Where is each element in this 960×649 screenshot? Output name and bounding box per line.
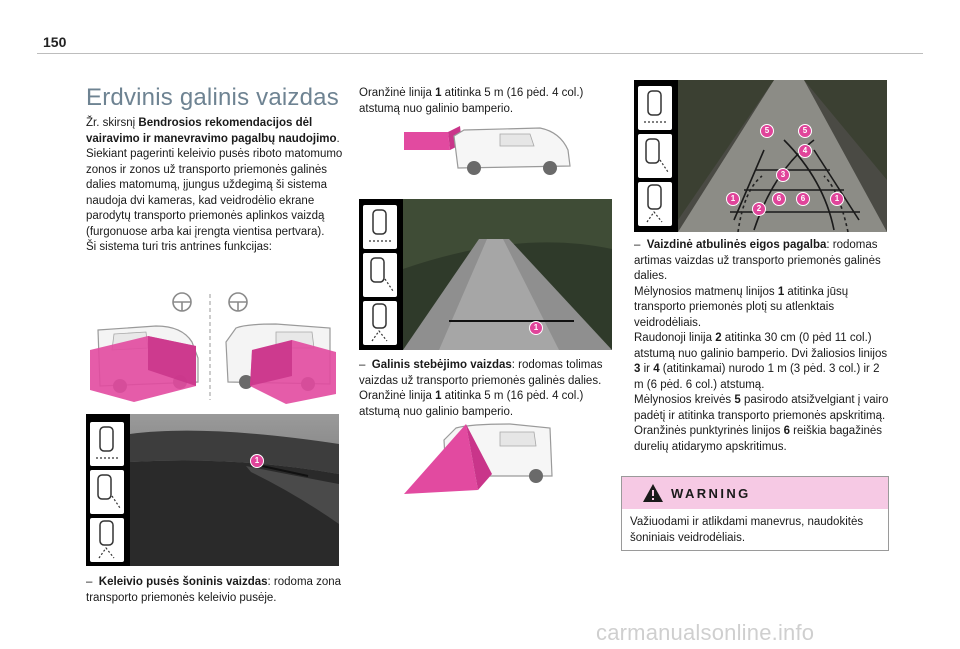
camera-mode-top-icon[interactable]	[363, 205, 397, 249]
marker-1-left: 1	[726, 192, 740, 206]
page-title: Erdvinis galinis vaizdas	[86, 84, 339, 111]
camera-mode-top-icon[interactable]	[638, 86, 672, 130]
camera-mode-side-icon[interactable]	[363, 253, 397, 297]
warning-title: WARNING	[671, 486, 751, 501]
steering-wheel-left-icon	[173, 293, 191, 311]
steering-wheel-right-icon	[229, 293, 247, 311]
reference-paragraph: Žr. skirsnį Bendrosios rekomendacijos dėl vairavimo ir manevravimo pagalbų naudojimo.	[86, 117, 340, 145]
side-camera-illustration	[86, 290, 340, 406]
left-van-icon	[90, 326, 198, 402]
marker-1: 1	[529, 321, 543, 335]
warning-header	[622, 477, 888, 509]
side-view-caption: – Keleivio pusės šoninis vaizdas: rodoma zona transporto priemonės keleivio pusėje.	[86, 576, 342, 604]
camera-mode-rear-icon[interactable]	[638, 182, 672, 226]
column-3-text: – Vaizdinė atbulinės eigos pagalba: rodomas artimas vaizdas už transporto priemonės galinės dalies. Mėlynosios matmenų linijos 1 atitinka jūsų transporto priemonės plotį su atlenktais veidrodėliais. Raudonoji linija 2 atitinka 30 cm (0 pėd 11 col.) atstumą nuo galinio bamperio. Dvi žaliosios linijos 3 ir 4 (atitinkamai) nurodo 1 m (3 pėd. 3 col.) ir 2 m (6 pėd. 6 col.) atstumą. Mėlynosios kreivės 5 pasirodo atsižvelgiant į vairo padėtį ir atitinka transporto priemonės apskritimą. Oranžinės punktyrinės linijos 6 reiškia bagažinės durelių atidarymo apskritimus.	[634, 239, 889, 453]
marker-5-right: 5	[798, 124, 812, 138]
marker-2: 2	[752, 202, 766, 216]
header-rule	[37, 53, 923, 54]
marker-1: 1	[250, 454, 264, 468]
column-2-top-text: Oranžinė linija 1 atitinka 5 m (16 pėd. 4 col.) atstumą nuo galinio bamperio.	[359, 87, 584, 115]
marker-1-right: 1	[830, 192, 844, 206]
marker-6-right: 6	[796, 192, 810, 206]
page-number: 150	[43, 34, 67, 50]
marker-6-left: 6	[772, 192, 786, 206]
rear-cone-illustration	[400, 420, 560, 500]
rear-far-zone-illustration	[400, 124, 575, 180]
marker-3: 3	[776, 168, 790, 182]
rear-view-caption: – Galinis stebėjimo vaizdas: rodomas tolimas vaizdas už transporto priemonės galinės dalies. Oranžinė linija 1 atitinka 5 m (16 pėd. 4 col.) atstumą nuo galinio bamperio.	[359, 359, 603, 418]
camera-mode-top-icon[interactable]	[90, 422, 124, 466]
camera-mode-side-icon[interactable]	[638, 134, 672, 178]
column-1-text	[86, 116, 344, 256]
camera-mode-rear-icon[interactable]	[363, 301, 397, 345]
marker-5-left: 5	[760, 124, 774, 138]
rear-assist-screen	[634, 80, 887, 232]
camera-mode-rear-icon[interactable]	[90, 518, 124, 562]
warning-text: Važiuodami ir atlikdami manevrus, naudokitės šoniniais veidrodėliais.	[630, 516, 864, 544]
reference-link[interactable]: Bendrosios rekomendacijos dėl vairavimo ir manevravimo pagalbų naudojimo	[86, 117, 337, 145]
warning-box	[621, 476, 889, 551]
functions-intro: Ši sistema turi tris antrines funkcijas:	[86, 241, 272, 253]
side-view-screen	[86, 414, 339, 566]
intro-paragraph: Siekiant pagerinti keleivio pusės riboto matomumo zonos ir zonos už transporto priemonės galinės dalies matomumą, įjungus uždegimą ši sistema naudoja dvi kameras, kad veidrodėlio ekrane parodytų transporto priemonės aplinkos vaizdą (furgonuose arba kai įrengta vientisa pertvara).	[86, 148, 343, 238]
right-van-icon	[226, 324, 336, 404]
marker-4: 4	[798, 144, 812, 158]
camera-mode-side-icon[interactable]	[90, 470, 124, 514]
warning-triangle-icon	[642, 483, 664, 503]
rear-view-screen	[359, 199, 612, 350]
watermark: carmanualsonline.info	[596, 620, 815, 645]
